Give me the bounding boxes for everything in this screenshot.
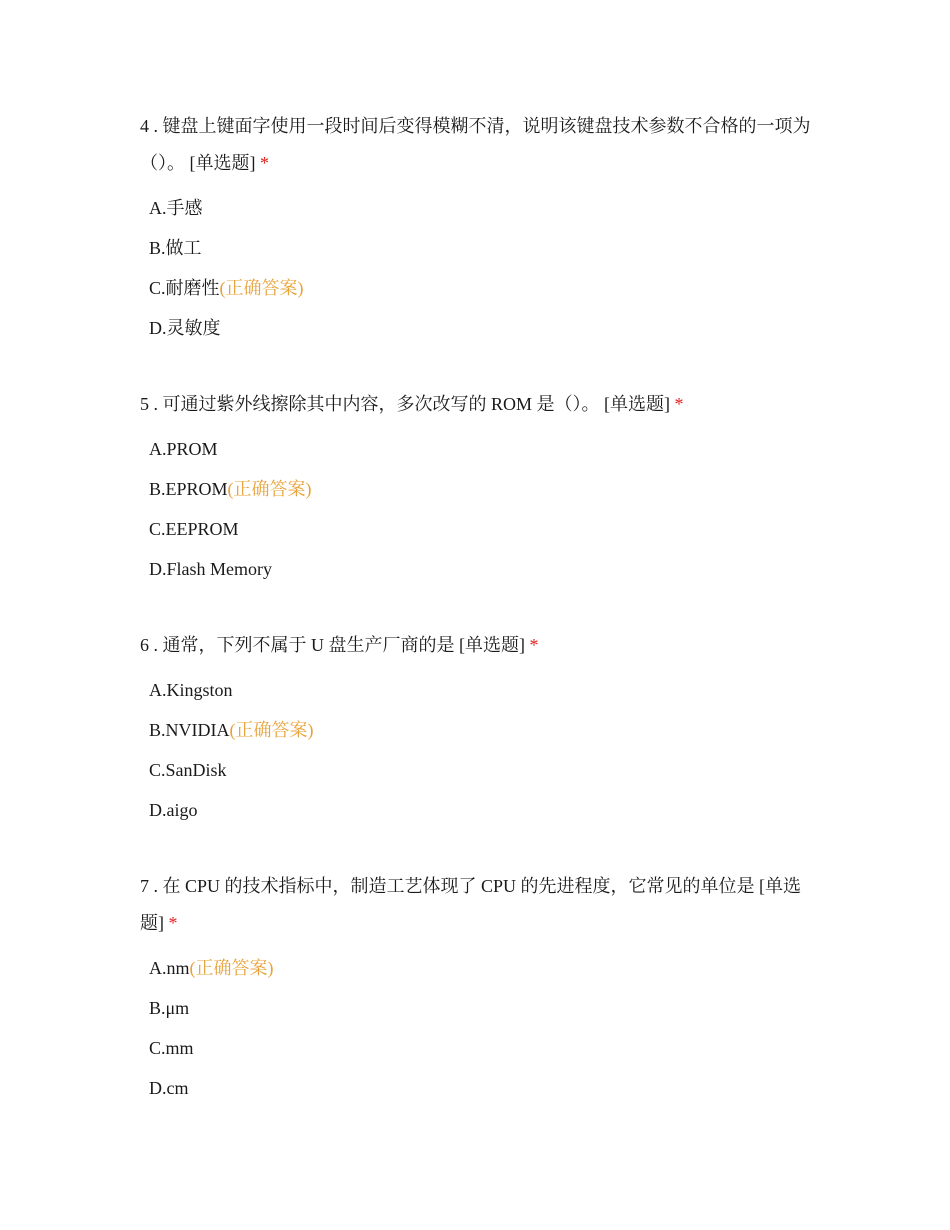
option-label: B.EPROM xyxy=(149,479,228,499)
question-type-tag: [单选题] xyxy=(459,635,525,655)
question-4 xyxy=(140,108,820,348)
option-label: B.做工 xyxy=(149,238,202,258)
option-c xyxy=(149,268,820,308)
option-a xyxy=(149,948,820,988)
option-label: B.NVIDIA xyxy=(149,720,230,740)
question-5 xyxy=(140,386,820,589)
option-label: A.Kingston xyxy=(149,680,233,700)
option-list xyxy=(140,188,820,348)
option-b xyxy=(149,988,820,1028)
option-d xyxy=(149,549,820,589)
option-label: A.nm xyxy=(149,958,190,978)
question-number: 6 xyxy=(140,635,149,655)
required-star: * xyxy=(529,635,539,655)
option-d xyxy=(149,308,820,348)
required-star: * xyxy=(260,153,269,173)
question-title: 6 . 通常，下列不属于 U 盘生产厂商的是 [单选题] * xyxy=(140,635,539,655)
option-label: D.aigo xyxy=(149,800,198,820)
option-label: D.cm xyxy=(149,1078,189,1098)
option-a xyxy=(149,188,820,228)
option-label: C.耐磨性 xyxy=(149,278,220,298)
question-number: 5 xyxy=(140,394,149,414)
option-d xyxy=(149,790,820,830)
question-type-tag: [单选题] xyxy=(604,394,671,414)
option-list xyxy=(140,948,820,1108)
required-star: * xyxy=(168,913,178,933)
question-7 xyxy=(140,868,820,1108)
option-b xyxy=(149,710,820,750)
question-title: 5 . 可通过紫外线擦除其中内容，多次改写的 ROM 是（）。 [单选题] * xyxy=(140,394,684,414)
option-a xyxy=(149,429,820,469)
question-text: 键盘上键面字使用一段时间后变得模糊不清，说明该键盘技术参数不合格的一项为（）。 xyxy=(140,116,811,173)
question-title: 7 . 在 CPU 的技术指标中，制造工艺体现了 CPU 的先进程度，它常见的单位是 [单选题] * xyxy=(140,876,802,933)
question-number: 7 xyxy=(140,876,149,896)
option-c xyxy=(149,1028,820,1068)
question-6 xyxy=(140,627,820,830)
correct-answer-tag: (正确答案) xyxy=(219,278,304,298)
question-type-tag: [单选题] xyxy=(189,153,256,173)
option-label: A.手感 xyxy=(149,198,203,218)
option-list xyxy=(140,670,820,830)
option-label: C.EEPROM xyxy=(149,519,239,539)
correct-answer-tag: (正确答案) xyxy=(229,720,314,740)
option-list xyxy=(140,429,820,589)
option-c xyxy=(149,750,820,790)
option-c xyxy=(149,509,820,549)
correct-answer-tag: (正确答案) xyxy=(227,479,312,499)
option-label: B.μm xyxy=(149,998,190,1018)
option-label: D.Flash Memory xyxy=(149,559,272,579)
option-d xyxy=(149,1068,820,1108)
required-star: * xyxy=(674,394,684,414)
question-text: 可通过紫外线擦除其中内容，多次改写的 ROM 是（）。 xyxy=(162,394,600,414)
option-label: D.灵敏度 xyxy=(149,318,221,338)
correct-answer-tag: (正确答案) xyxy=(189,958,274,978)
option-label: A.PROM xyxy=(149,439,218,459)
option-b xyxy=(149,228,820,268)
option-b xyxy=(149,469,820,509)
question-type-tag: [单选题] xyxy=(140,876,802,933)
option-label: C.mm xyxy=(149,1038,194,1058)
quiz-page xyxy=(140,108,820,1146)
question-text: 在 CPU 的技术指标中，制造工艺体现了 CPU 的先进程度，它常见的单位是 xyxy=(162,876,755,896)
question-number: 4 xyxy=(140,116,149,136)
question-text: 通常，下列不属于 U 盘生产厂商的是 xyxy=(162,635,455,655)
option-label: C.SanDisk xyxy=(149,760,227,780)
option-a xyxy=(149,670,820,710)
question-title: 4 . 键盘上键面字使用一段时间后变得模糊不清，说明该键盘技术参数不合格的一项为（）。 [单选题] * xyxy=(140,116,811,173)
